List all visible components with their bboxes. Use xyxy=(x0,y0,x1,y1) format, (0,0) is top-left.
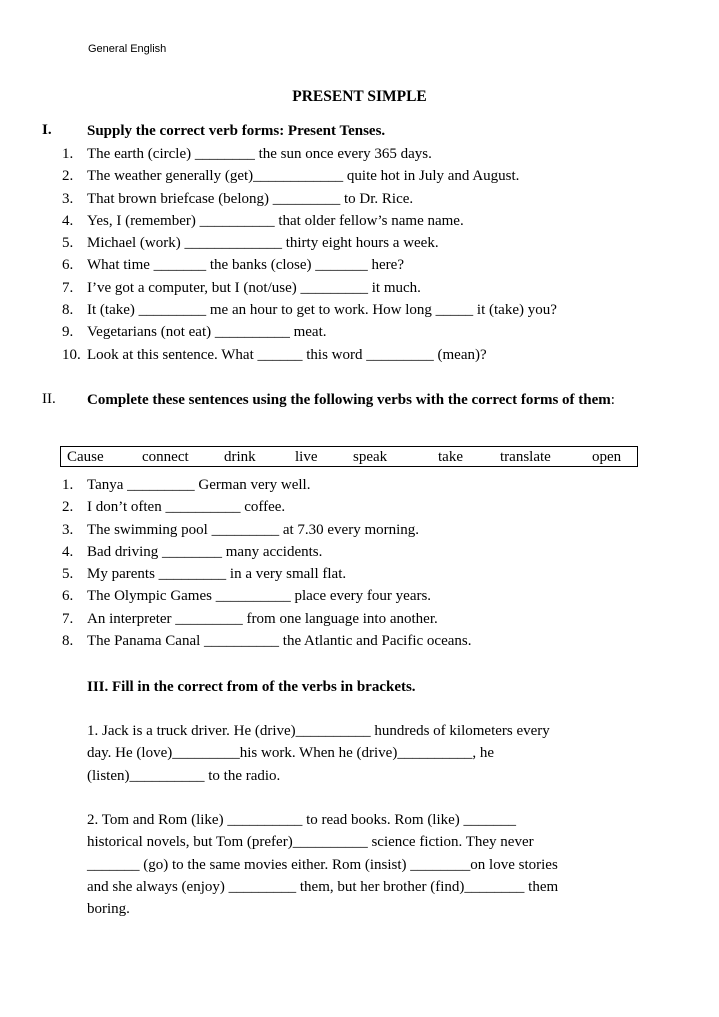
item-number: 2. xyxy=(62,168,74,185)
verb-bank-item: drink xyxy=(224,449,256,465)
section2-list xyxy=(62,474,471,652)
item-number: 10. xyxy=(62,346,81,363)
item-text: My parents _________ in a very small flat. xyxy=(87,566,347,583)
item-text: The weather generally (get)____________ quite hot in July and August. xyxy=(87,168,520,185)
item-text: The swimming pool _________ at 7.30 every morning. xyxy=(87,521,420,538)
paragraph-line: historical novels, but Tom (prefer)__________ science fiction. They never xyxy=(87,834,534,851)
section2-heading xyxy=(87,389,632,411)
item-number: 4. xyxy=(62,212,74,229)
list-item xyxy=(62,474,471,496)
item-number: 6. xyxy=(62,257,74,274)
paragraph-line: (listen)__________ to the radio. xyxy=(87,767,281,784)
paragraph-line: _______ (go) to the same movies either. Rom (insist) ________on love stories xyxy=(87,856,558,873)
item-text: The Panama Canal __________ the Atlantic and Pacific oceans. xyxy=(87,633,472,650)
section2-numeral: II. xyxy=(42,391,56,407)
section1-list xyxy=(62,143,557,366)
item-number: 8. xyxy=(62,633,74,650)
section2-heading-text: Complete these sentences using the following verbs with the correct forms of them xyxy=(87,392,611,408)
item-number: 6. xyxy=(62,588,74,605)
item-text: I don’t often __________ coffee. xyxy=(87,499,286,516)
list-item xyxy=(62,143,557,165)
item-number: 3. xyxy=(62,521,74,538)
section3-paragraph-1 xyxy=(87,720,632,787)
paragraph-line: 2. Tom and Rom (like) __________ to read books. Rom (like) _______ xyxy=(87,812,517,828)
paragraph-line: 1. Jack is a truck driver. He (drive)__________ hundreds of kilometers every xyxy=(87,723,550,739)
list-item xyxy=(62,496,471,518)
list-item xyxy=(62,344,557,366)
page-title: PRESENT SIMPLE xyxy=(292,88,427,105)
item-number: 5. xyxy=(62,235,74,252)
section3-heading: III. Fill in the correct from of the verbs in brackets. xyxy=(87,679,416,695)
item-text: That brown briefcase (belong) _________ to Dr. Rice. xyxy=(87,190,414,207)
list-item xyxy=(62,277,557,299)
section3-paragraph-2 xyxy=(87,809,632,920)
list-item xyxy=(62,210,557,232)
item-number: 5. xyxy=(62,566,74,583)
item-number: 7. xyxy=(62,610,74,627)
list-item xyxy=(62,299,557,321)
item-number: 2. xyxy=(62,499,74,516)
section1-heading: Supply the correct verb forms: Present Tenses. xyxy=(87,123,386,139)
item-number: 4. xyxy=(62,543,74,560)
list-item xyxy=(62,563,471,585)
item-text: Michael (work) _____________ thirty eight hours a week. xyxy=(87,235,439,252)
item-text: Tanya _________ German very well. xyxy=(87,477,311,493)
item-text: I’ve got a computer, but I (not/use) _________ it much. xyxy=(87,279,421,296)
list-item xyxy=(62,188,557,210)
item-text: The Olympic Games __________ place every four years. xyxy=(87,588,432,605)
item-number: 1. xyxy=(62,477,74,493)
section1-numeral: I. xyxy=(42,122,52,138)
verb-bank-item: Cause xyxy=(67,449,104,465)
verb-bank-item: take xyxy=(438,449,463,465)
verb-bank-item: connect xyxy=(142,449,189,465)
item-number: 3. xyxy=(62,190,74,207)
list-item xyxy=(62,630,471,652)
list-item xyxy=(62,254,557,276)
list-item xyxy=(62,232,557,254)
verb-bank-item: translate xyxy=(500,449,551,465)
list-item xyxy=(62,165,557,187)
paragraph-line: and she always (enjoy) _________ them, but her brother (find)________ them xyxy=(87,878,559,895)
item-number: 9. xyxy=(62,324,74,341)
item-number: 7. xyxy=(62,279,74,296)
verb-bank-item: speak xyxy=(353,449,388,465)
item-text: Bad driving ________ many accidents. xyxy=(87,543,323,560)
page-header-label: General English xyxy=(88,43,167,55)
verb-bank-item: open xyxy=(592,449,622,465)
item-text: Look at this sentence. What ______ this word _________ (mean)? xyxy=(87,346,487,363)
list-item xyxy=(62,519,471,541)
list-item xyxy=(62,541,471,563)
item-number: 8. xyxy=(62,302,74,319)
verb-bank-box xyxy=(60,446,638,467)
paragraph-line: day. He (love)_________his work. When he (drive)__________, he xyxy=(87,745,494,762)
list-item xyxy=(62,585,471,607)
item-text: Yes, I (remember) __________ that older fellow’s name name. xyxy=(87,212,464,229)
verb-bank-item: live xyxy=(295,449,318,465)
item-text: It (take) _________ me an hour to get to work. How long _____ it (take) you? xyxy=(87,302,557,319)
list-item xyxy=(62,321,557,343)
item-text: The earth (circle) ________ the sun once every 365 days. xyxy=(87,146,432,162)
item-number: 1. xyxy=(62,146,74,162)
paragraph-line: boring. xyxy=(87,901,130,918)
item-text: An interpreter _________ from one language into another. xyxy=(87,610,438,627)
list-item xyxy=(62,608,471,630)
item-text: Vegetarians (not eat) __________ meat. xyxy=(87,324,327,341)
section2-heading-colon: : xyxy=(610,392,615,408)
item-text: What time _______ the banks (close) _______ here? xyxy=(87,257,404,274)
